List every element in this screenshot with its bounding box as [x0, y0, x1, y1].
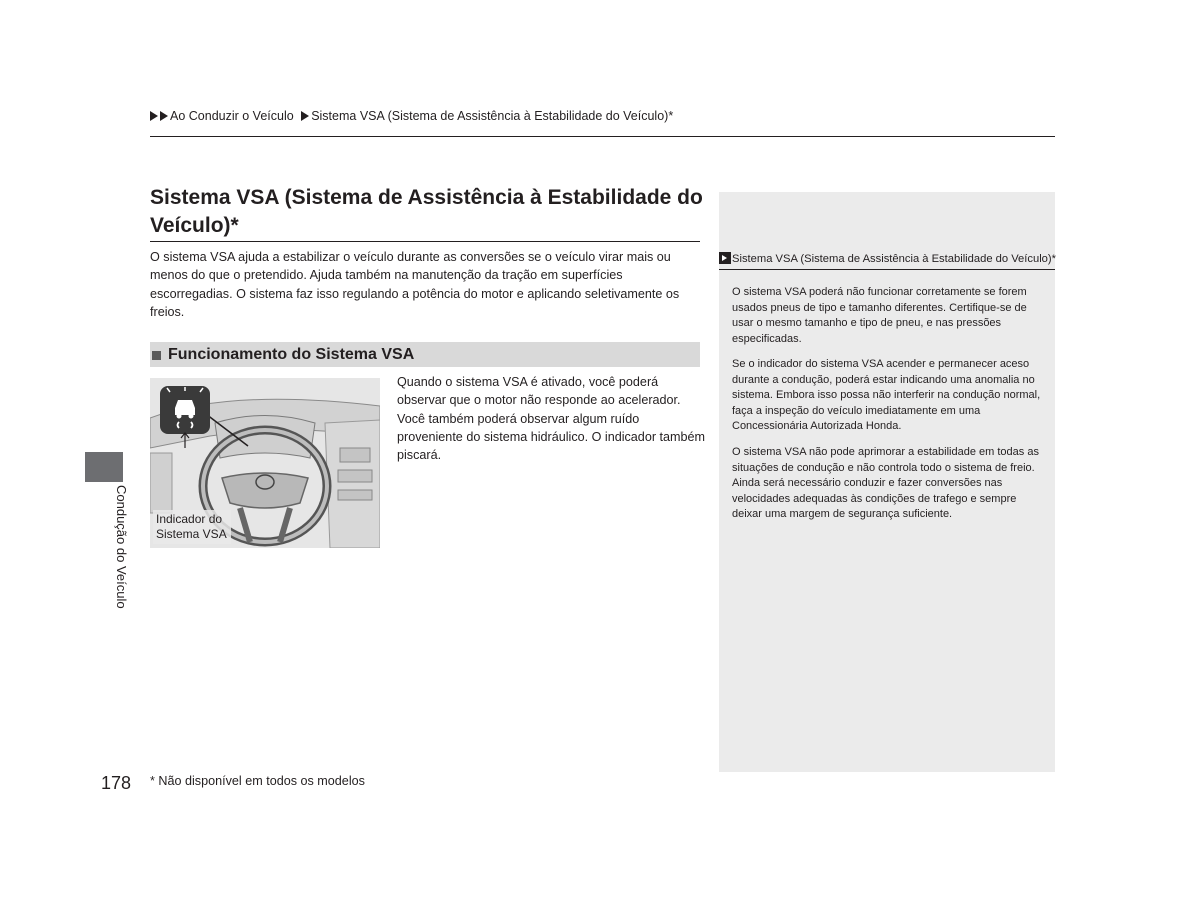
footnote: * Não disponível em todos os modelos: [150, 774, 365, 788]
notes-panel-heading-text: Sistema VSA (Sistema de Assistência à Estabilidade do Veículo)*: [732, 253, 1056, 265]
breadcrumb-arrow-icon: [150, 111, 158, 121]
intro-paragraph: O sistema VSA ajuda a estabilizar o veículo durante as conversões se o veículo virar mais ou menos do que o pretendido. Ajuda também na manutenção da tração em superfícies escorregadias. O sistema faz isso regulando a potência do motor e aplicando seletivamente os freios.: [150, 250, 680, 319]
page-title: Sistema VSA (Sistema de Assistência à Estabilidade do Veículo)*: [150, 186, 703, 237]
note-paragraph: O sistema VSA não pode aprimorar a estabilidade em todas as situações de condução e não controla todo o sistema de freio. Ainda será necessário conduzir e fazer conversões nas velocidades adequadas às condições de trafego e sempre deixar uma margem de segurança suficiente.: [732, 446, 1039, 520]
notes-panel-divider: [719, 269, 1055, 270]
title-divider: [150, 241, 700, 242]
section-body: Quando o sistema VSA é ativado, você poderá observar que o motor não responde ao acelerador. Você também poderá observar algum ruído proveniente do sistema hidráulico. O indicador também piscará.: [397, 375, 706, 463]
breadcrumb-arrow-icon: [160, 111, 168, 121]
note-paragraph: Se o indicador do sistema VSA acender e permanecer aceso durante a condução, poderá estar indicando uma anomalia no sistema. Embora isso possa não interferir na condução normal, faça a inspeção do veículo imediatamente em uma Concessionária Autorizada Honda.: [732, 358, 1041, 432]
section-square-icon: [152, 351, 161, 360]
vsa-indicator-label-line1: Indicador do: [156, 512, 223, 526]
chapter-tab-label: Condução do Veículo: [114, 485, 129, 609]
notes-panel-heading: [719, 252, 1055, 266]
reference-arrow-icon: [719, 252, 731, 264]
note-paragraph: O sistema VSA poderá não funcionar corretamente se forem usados pneus de tipo e tamanho diferentes. Certifique-se de usar o mesmo tamanho e tipo de pneu, e nas pressões especificadas.: [732, 286, 1027, 345]
breadcrumb: [150, 109, 673, 123]
section-title: Funcionamento do Sistema VSA: [168, 346, 415, 363]
breadcrumb-arrow-icon: [301, 111, 309, 121]
breadcrumb-item: Sistema VSA (Sistema de Assistência à Estabilidade do Veículo)*: [311, 109, 674, 123]
header-divider: [150, 136, 1055, 137]
page-number: 178: [101, 773, 132, 793]
vsa-indicator-label: [156, 512, 227, 541]
vsa-indicator-label-line2: Sistema VSA: [156, 526, 227, 541]
breadcrumb-item: Ao Conduzir o Veículo: [170, 109, 294, 123]
chapter-tab: [85, 452, 123, 482]
